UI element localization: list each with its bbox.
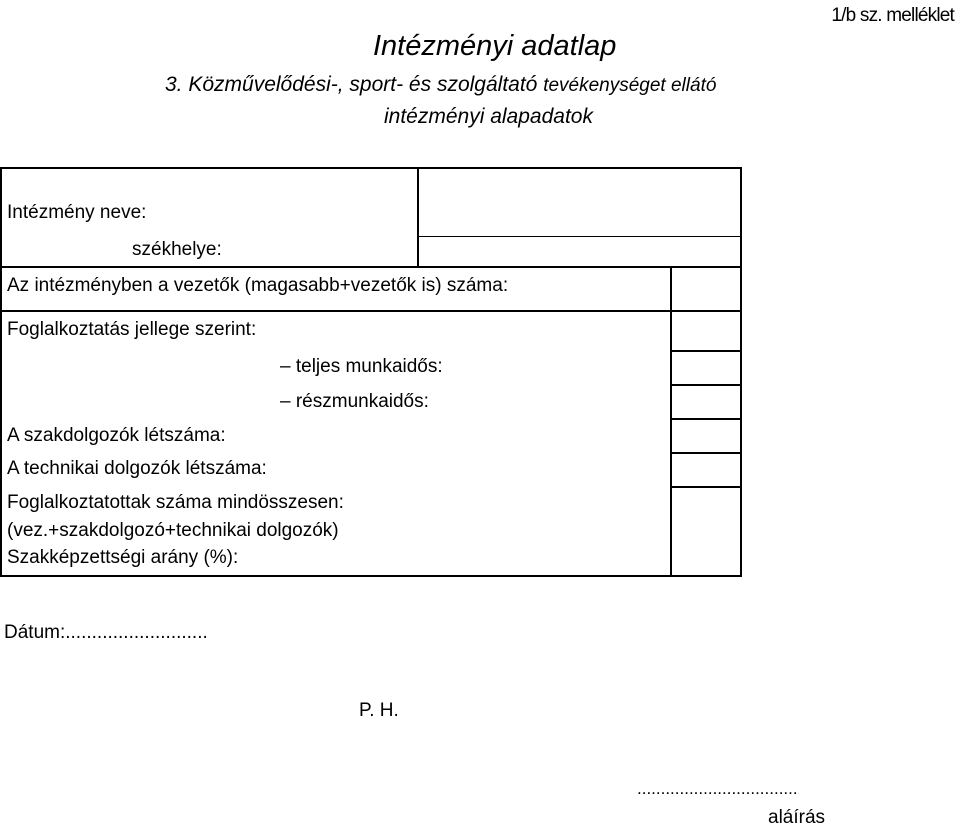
institution-name-label: Intézmény neve: [7,202,147,223]
subtitle-suffix: tevékenységet ellátó [543,75,717,96]
total-employed-note: (vez.+szakdolgozó+technikai dolgozók) [7,520,339,541]
page-title: Intézményi adatlap [373,30,617,62]
cell-divider-5 [670,486,742,488]
date-field: Dátum:........................... [4,622,208,643]
cell-divider-2 [670,384,742,386]
table-right-border [740,167,742,576]
managers-row-divider [0,310,742,312]
qualification-ratio-label: Szakképzettségi arány (%): [7,547,239,568]
cell-divider-4 [670,452,742,454]
table-top-border [0,167,742,169]
total-employed-label: Foglalkoztatottak száma mindösszesen: [7,492,344,513]
subtitle-line-1 [165,74,716,95]
subtitle-line-2: intézményi alapadatok [384,105,593,128]
name-value-divider [417,167,419,267]
professional-staff-label: A szakdolgozók létszáma: [7,425,226,446]
full-time-label: – teljes munkaidős: [280,356,443,377]
table-left-border [0,167,2,576]
seat-label: székhelye: [132,239,222,260]
managers-label: Az intézményben a vezetők (magasabb+vezetők is) száma: [7,275,509,296]
cell-divider-3 [670,418,742,420]
seat-row-divider [0,266,742,268]
subtitle-prefix: 3. Közművelődési-, sport- és szolgáltató [165,73,538,96]
signature-label: aláírás [768,807,826,828]
signature-line: .................................. [637,779,798,798]
stamp-label: P. H. [359,700,399,721]
technical-staff-label: A technikai dolgozók létszáma: [7,458,267,479]
name-row-divider [417,236,742,237]
part-time-label: – részmunkaidős: [280,391,429,412]
value-column-divider [670,266,672,576]
employment-type-label: Foglalkoztatás jellege szerint: [7,319,257,340]
cell-divider-1 [670,350,742,352]
attachment-label: 1/b sz. melléklet [831,5,954,26]
table-bottom-border [0,575,742,577]
